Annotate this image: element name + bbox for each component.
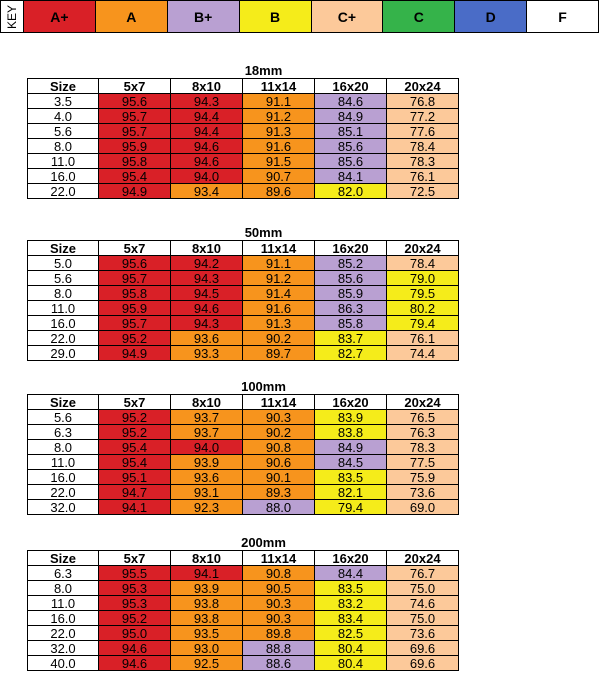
value-cell: 77.5: [387, 455, 459, 470]
value-cell: 79.0: [387, 271, 459, 286]
value-cell: 95.1: [99, 470, 171, 485]
value-cell: 94.0: [171, 440, 243, 455]
value-cell: 88.6: [243, 656, 315, 671]
column-header: 20x24: [387, 241, 459, 256]
value-cell: 94.4: [171, 124, 243, 139]
value-cell: 83.7: [315, 331, 387, 346]
key-grade-b: B: [240, 0, 312, 33]
size-cell: 3.5: [28, 94, 99, 109]
value-cell: 85.6: [315, 139, 387, 154]
value-cell: 83.9: [315, 410, 387, 425]
value-cell: 93.4: [171, 184, 243, 199]
column-header: 16x20: [315, 79, 387, 94]
column-header: 20x24: [387, 395, 459, 410]
size-cell: 29.0: [28, 346, 99, 361]
size-cell: 22.0: [28, 331, 99, 346]
value-cell: 89.3: [243, 485, 315, 500]
table-row: [28, 286, 459, 301]
table-title: 50mm: [244, 225, 283, 240]
size-cell: 8.0: [28, 440, 99, 455]
value-cell: 74.6: [387, 596, 459, 611]
value-cell: 83.2: [315, 596, 387, 611]
value-cell: 94.5: [171, 286, 243, 301]
size-cell: 22.0: [28, 485, 99, 500]
column-header: 20x24: [387, 551, 459, 566]
value-cell: 95.7: [99, 271, 171, 286]
key-grade-c: C: [383, 0, 455, 33]
value-cell: 91.4: [243, 286, 315, 301]
column-header: 11x14: [243, 79, 315, 94]
size-cell: 16.0: [28, 470, 99, 485]
table-row: [28, 500, 459, 515]
table-row: [28, 470, 459, 485]
value-cell: 95.4: [99, 169, 171, 184]
column-header: 16x20: [315, 395, 387, 410]
value-cell: 89.7: [243, 346, 315, 361]
table-row: [28, 124, 459, 139]
sharpness-table: [27, 394, 459, 515]
value-cell: 92.3: [171, 500, 243, 515]
value-cell: 93.0: [171, 641, 243, 656]
value-cell: 95.9: [99, 139, 171, 154]
size-cell: 5.6: [28, 410, 99, 425]
value-cell: 91.5: [243, 154, 315, 169]
value-cell: 76.1: [387, 331, 459, 346]
column-header: 11x14: [243, 241, 315, 256]
value-cell: 90.8: [243, 566, 315, 581]
key-grade-a-plus: A+: [24, 0, 96, 33]
value-cell: 78.4: [387, 139, 459, 154]
value-cell: 73.6: [387, 485, 459, 500]
value-cell: 95.2: [99, 410, 171, 425]
table-section: [27, 64, 458, 199]
value-cell: 95.7: [99, 316, 171, 331]
table-row: [28, 455, 459, 470]
value-cell: 90.1: [243, 470, 315, 485]
value-cell: 95.6: [99, 256, 171, 271]
value-cell: 93.6: [171, 331, 243, 346]
value-cell: 82.7: [315, 346, 387, 361]
table-row: [28, 566, 459, 581]
size-cell: 32.0: [28, 500, 99, 515]
sharpness-table: [27, 78, 459, 199]
column-header: Size: [28, 241, 99, 256]
value-cell: 90.7: [243, 169, 315, 184]
table-row: [28, 154, 459, 169]
value-cell: 91.2: [243, 109, 315, 124]
column-header: Size: [28, 551, 99, 566]
value-cell: 79.4: [387, 316, 459, 331]
table-section: [27, 380, 458, 515]
value-cell: 93.1: [171, 485, 243, 500]
size-cell: 5.6: [28, 271, 99, 286]
size-cell: 4.0: [28, 109, 99, 124]
table-row: [28, 256, 459, 271]
value-cell: 94.9: [99, 184, 171, 199]
value-cell: 93.6: [171, 470, 243, 485]
value-cell: 91.1: [243, 256, 315, 271]
value-cell: 76.7: [387, 566, 459, 581]
value-cell: 91.3: [243, 124, 315, 139]
size-cell: 6.3: [28, 425, 99, 440]
value-cell: 72.5: [387, 184, 459, 199]
table-row: [28, 169, 459, 184]
value-cell: 93.9: [171, 455, 243, 470]
column-header: 8x10: [171, 241, 243, 256]
value-cell: 76.5: [387, 410, 459, 425]
value-cell: 79.5: [387, 286, 459, 301]
value-cell: 84.5: [315, 455, 387, 470]
value-cell: 83.8: [315, 425, 387, 440]
value-cell: 93.7: [171, 410, 243, 425]
value-cell: 95.7: [99, 109, 171, 124]
value-cell: 93.9: [171, 581, 243, 596]
column-header: 5x7: [99, 241, 171, 256]
size-cell: 32.0: [28, 641, 99, 656]
value-cell: 78.3: [387, 154, 459, 169]
size-cell: 16.0: [28, 611, 99, 626]
table-row: [28, 485, 459, 500]
size-cell: 11.0: [28, 301, 99, 316]
value-cell: 85.6: [315, 154, 387, 169]
size-cell: 6.3: [28, 566, 99, 581]
table-row: [28, 596, 459, 611]
key-grade-b-plus: B+: [168, 0, 240, 33]
value-cell: 95.4: [99, 455, 171, 470]
value-cell: 75.9: [387, 470, 459, 485]
value-cell: 75.0: [387, 581, 459, 596]
value-cell: 95.8: [99, 286, 171, 301]
size-cell: 11.0: [28, 455, 99, 470]
value-cell: 83.4: [315, 611, 387, 626]
value-cell: 93.8: [171, 596, 243, 611]
size-cell: 5.6: [28, 124, 99, 139]
size-cell: 8.0: [28, 581, 99, 596]
value-cell: 91.2: [243, 271, 315, 286]
value-cell: 83.5: [315, 581, 387, 596]
header-row: [28, 79, 459, 94]
table-row: [28, 139, 459, 154]
value-cell: 91.6: [243, 301, 315, 316]
value-cell: 77.2: [387, 109, 459, 124]
value-cell: 95.8: [99, 154, 171, 169]
value-cell: 94.3: [171, 271, 243, 286]
value-cell: 94.7: [99, 485, 171, 500]
value-cell: 69.6: [387, 641, 459, 656]
value-cell: 80.2: [387, 301, 459, 316]
value-cell: 69.6: [387, 656, 459, 671]
value-cell: 95.2: [99, 425, 171, 440]
value-cell: 77.6: [387, 124, 459, 139]
column-header: 16x20: [315, 551, 387, 566]
value-cell: 90.5: [243, 581, 315, 596]
value-cell: 69.0: [387, 500, 459, 515]
table-row: [28, 641, 459, 656]
size-cell: 40.0: [28, 656, 99, 671]
value-cell: 90.8: [243, 440, 315, 455]
table-row: [28, 440, 459, 455]
value-cell: 90.3: [243, 410, 315, 425]
key-grade-a: A: [96, 0, 168, 33]
table-section: [27, 226, 458, 361]
column-header: 5x7: [99, 79, 171, 94]
value-cell: 90.6: [243, 455, 315, 470]
value-cell: 94.1: [171, 566, 243, 581]
column-header: 8x10: [171, 79, 243, 94]
value-cell: 94.2: [171, 256, 243, 271]
table-title: 200mm: [241, 535, 286, 550]
value-cell: 91.6: [243, 139, 315, 154]
column-header: 11x14: [243, 551, 315, 566]
table-row: [28, 611, 459, 626]
sharpness-table: [27, 240, 459, 361]
value-cell: 91.1: [243, 94, 315, 109]
value-cell: 85.6: [315, 271, 387, 286]
value-cell: 78.3: [387, 440, 459, 455]
value-cell: 94.1: [99, 500, 171, 515]
column-header: 20x24: [387, 79, 459, 94]
size-cell: 5.0: [28, 256, 99, 271]
value-cell: 93.8: [171, 611, 243, 626]
value-cell: 95.9: [99, 301, 171, 316]
table-row: [28, 581, 459, 596]
table-title: 100mm: [241, 379, 286, 394]
table-section: [27, 536, 458, 671]
size-cell: 16.0: [28, 169, 99, 184]
value-cell: 95.5: [99, 566, 171, 581]
value-cell: 85.2: [315, 256, 387, 271]
value-cell: 94.3: [171, 94, 243, 109]
value-cell: 84.1: [315, 169, 387, 184]
value-cell: 89.6: [243, 184, 315, 199]
value-cell: 84.9: [315, 440, 387, 455]
value-cell: 80.4: [315, 656, 387, 671]
value-cell: 94.9: [99, 346, 171, 361]
key-label: KEY: [0, 0, 24, 33]
value-cell: 80.4: [315, 641, 387, 656]
header-row: [28, 241, 459, 256]
table-row: [28, 301, 459, 316]
value-cell: 95.2: [99, 331, 171, 346]
value-cell: 90.3: [243, 596, 315, 611]
size-cell: 11.0: [28, 596, 99, 611]
column-header: 5x7: [99, 395, 171, 410]
value-cell: 95.7: [99, 124, 171, 139]
value-cell: 90.3: [243, 611, 315, 626]
table-row: [28, 109, 459, 124]
value-cell: 82.1: [315, 485, 387, 500]
table-row: [28, 184, 459, 199]
key-grade-d: D: [455, 0, 527, 33]
value-cell: 86.3: [315, 301, 387, 316]
column-header: Size: [28, 395, 99, 410]
table-row: [28, 316, 459, 331]
value-cell: 85.9: [315, 286, 387, 301]
size-cell: 11.0: [28, 154, 99, 169]
value-cell: 94.6: [171, 301, 243, 316]
sharpness-table: [27, 550, 459, 671]
value-cell: 78.4: [387, 256, 459, 271]
header-row: [28, 551, 459, 566]
column-header: 5x7: [99, 551, 171, 566]
size-cell: 8.0: [28, 139, 99, 154]
value-cell: 84.9: [315, 109, 387, 124]
table-row: [28, 346, 459, 361]
value-cell: 85.8: [315, 316, 387, 331]
value-cell: 94.6: [99, 656, 171, 671]
column-header: 11x14: [243, 395, 315, 410]
value-cell: 73.6: [387, 626, 459, 641]
size-cell: 8.0: [28, 286, 99, 301]
value-cell: 90.2: [243, 331, 315, 346]
value-cell: 94.6: [171, 154, 243, 169]
value-cell: 84.6: [315, 94, 387, 109]
value-cell: 93.5: [171, 626, 243, 641]
value-cell: 85.1: [315, 124, 387, 139]
value-cell: 95.0: [99, 626, 171, 641]
value-cell: 94.0: [171, 169, 243, 184]
table-row: [28, 410, 459, 425]
value-cell: 76.8: [387, 94, 459, 109]
value-cell: 95.2: [99, 611, 171, 626]
value-cell: 94.6: [99, 641, 171, 656]
value-cell: 76.3: [387, 425, 459, 440]
value-cell: 91.3: [243, 316, 315, 331]
column-header: Size: [28, 79, 99, 94]
value-cell: 95.3: [99, 581, 171, 596]
column-header: 8x10: [171, 551, 243, 566]
value-cell: 95.3: [99, 596, 171, 611]
value-cell: 94.6: [171, 139, 243, 154]
header-row: [28, 395, 459, 410]
value-cell: 74.4: [387, 346, 459, 361]
value-cell: 79.4: [315, 500, 387, 515]
table-row: [28, 331, 459, 346]
column-header: 8x10: [171, 395, 243, 410]
table-row: [28, 656, 459, 671]
value-cell: 84.4: [315, 566, 387, 581]
column-header: 16x20: [315, 241, 387, 256]
table-row: [28, 271, 459, 286]
size-cell: 22.0: [28, 626, 99, 641]
value-cell: 89.8: [243, 626, 315, 641]
value-cell: 94.3: [171, 316, 243, 331]
table-title: 18mm: [244, 63, 283, 78]
table-row: [28, 425, 459, 440]
value-cell: 93.7: [171, 425, 243, 440]
value-cell: 82.5: [315, 626, 387, 641]
size-cell: 22.0: [28, 184, 99, 199]
value-cell: 92.5: [171, 656, 243, 671]
key-grade-f: F: [527, 0, 599, 33]
key-grade-c-plus: C+: [312, 0, 384, 33]
value-cell: 76.1: [387, 169, 459, 184]
value-cell: 95.4: [99, 440, 171, 455]
value-cell: 83.5: [315, 470, 387, 485]
value-cell: 90.2: [243, 425, 315, 440]
value-cell: 88.0: [243, 500, 315, 515]
value-cell: 94.4: [171, 109, 243, 124]
value-cell: 88.8: [243, 641, 315, 656]
value-cell: 75.0: [387, 611, 459, 626]
value-cell: 93.3: [171, 346, 243, 361]
table-row: [28, 626, 459, 641]
size-cell: 16.0: [28, 316, 99, 331]
value-cell: 82.0: [315, 184, 387, 199]
value-cell: 95.6: [99, 94, 171, 109]
grade-key: [0, 0, 599, 33]
table-row: [28, 94, 459, 109]
